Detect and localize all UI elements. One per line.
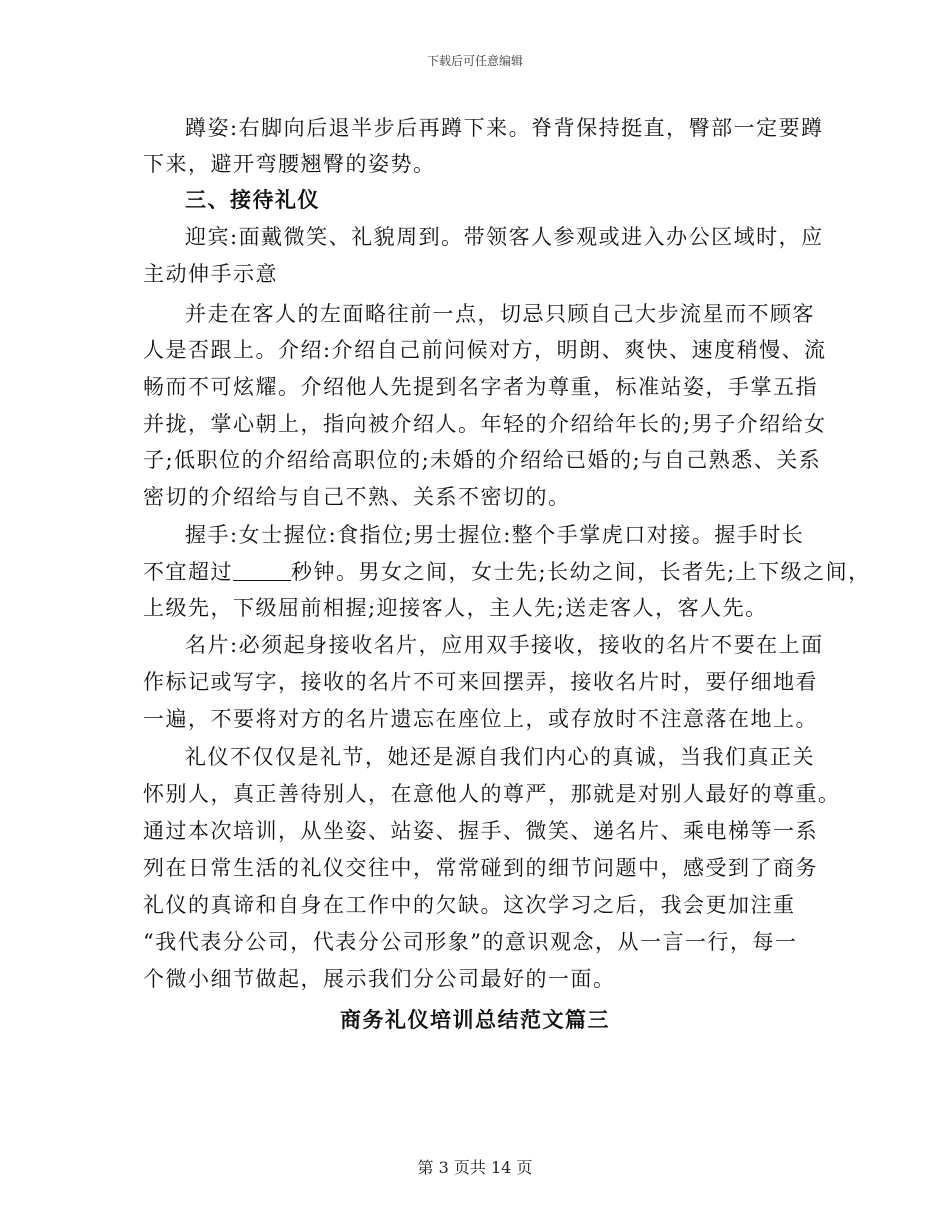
section-heading: 三、接待礼仪 (185, 187, 320, 212)
paragraph-line: 通过本次培训，从坐姿、站姿、握手、微笑、递名片、乘电梯等一系 (143, 819, 818, 843)
paragraph-line: 密切的介绍给与自己不熟、关系不密切的。 (143, 485, 571, 509)
paragraph-line: 列在日常生活的礼仪交往中，常常碰到的细节问题中，感受到了商务 (143, 856, 818, 880)
paragraph-line: 并走在客人的左面略往前一点，切忌只顾自己大步流星而不顾客 (185, 302, 815, 326)
paragraph-line: 并拢，掌心朝上，指向被介绍人。年轻的介绍给年长的;男子介绍给女 (143, 412, 827, 436)
line-text: 秒钟。男女之间，女士先;长幼之间，长者先;上下级之间， (291, 560, 871, 584)
paragraph-line: 怀别人，真正善待别人，在意他人的尊严，那就是对别人最好的尊重。 (143, 782, 841, 806)
page-footer: 第 3 页共 14 页 (417, 1158, 533, 1177)
paragraph-line: 下来，避开弯腰翘臀的姿势。 (143, 152, 436, 176)
paragraph-line: “我代表分公司，代表分公司形象”的意识观念，从一言一行，每一 (143, 930, 798, 954)
paragraph-line: 主动伸手示意 (143, 262, 278, 286)
line-text: 不宜超过 (143, 560, 233, 584)
paragraph-line: 个微小细节做起，展示我们分公司最好的一面。 (143, 967, 616, 991)
paragraph-line: 人是否跟上。介绍:介绍自己前问候对方，明朗、爽快、速度稍慢、流 (143, 338, 827, 362)
paragraph-line: 蹲姿:右脚向后退半步后再蹲下来。脊背保持挺直，臀部一定要蹲 (185, 116, 824, 140)
paragraph-line (143, 554, 871, 590)
paragraph-line: 名片:必须起身接收名片，应用双手接收，接收的名片不要在上面 (185, 633, 824, 657)
fill-in-blank (233, 560, 291, 581)
paragraph-line: 礼仪的真谛和自身在工作中的欠缺。这次学习之后，我会更加注重 (143, 893, 796, 917)
paragraph-line: 作标记或写字，接收的名片不可来回摆弄，接收名片时，要仔细地看 (143, 670, 818, 694)
paragraph-line: 子;低职位的介绍给高职位的;未婚的介绍给已婚的;与自己熟悉、关系 (143, 448, 822, 472)
section-title: 商务礼仪培训总结范文篇三 (340, 1007, 610, 1032)
paragraph-line: 畅而不可炫耀。介绍他人先提到名字者为尊重，标准站姿，手掌五指 (143, 375, 818, 399)
paragraph-line: 迎宾:面戴微笑、礼貌周到。带领客人参观或进入办公区域时，应 (185, 225, 824, 249)
page-header: 下载后可任意编辑 (426, 54, 523, 68)
paragraph-line: 一遍，不要将对方的名片遗忘在座位上，或存放时不注意落在地上。 (143, 707, 818, 731)
paragraph-line: 上级先，下级屈前相握;迎接客人，主人先;送走客人，客人先。 (143, 596, 768, 620)
paragraph-line: 礼仪不仅仅是礼节，她还是源自我们内心的真诚，当我们真正关 (185, 745, 815, 769)
paragraph-line: 握手:女士握位:食指位;男士握位:整个手掌虎口对接。握手时长 (185, 523, 805, 547)
